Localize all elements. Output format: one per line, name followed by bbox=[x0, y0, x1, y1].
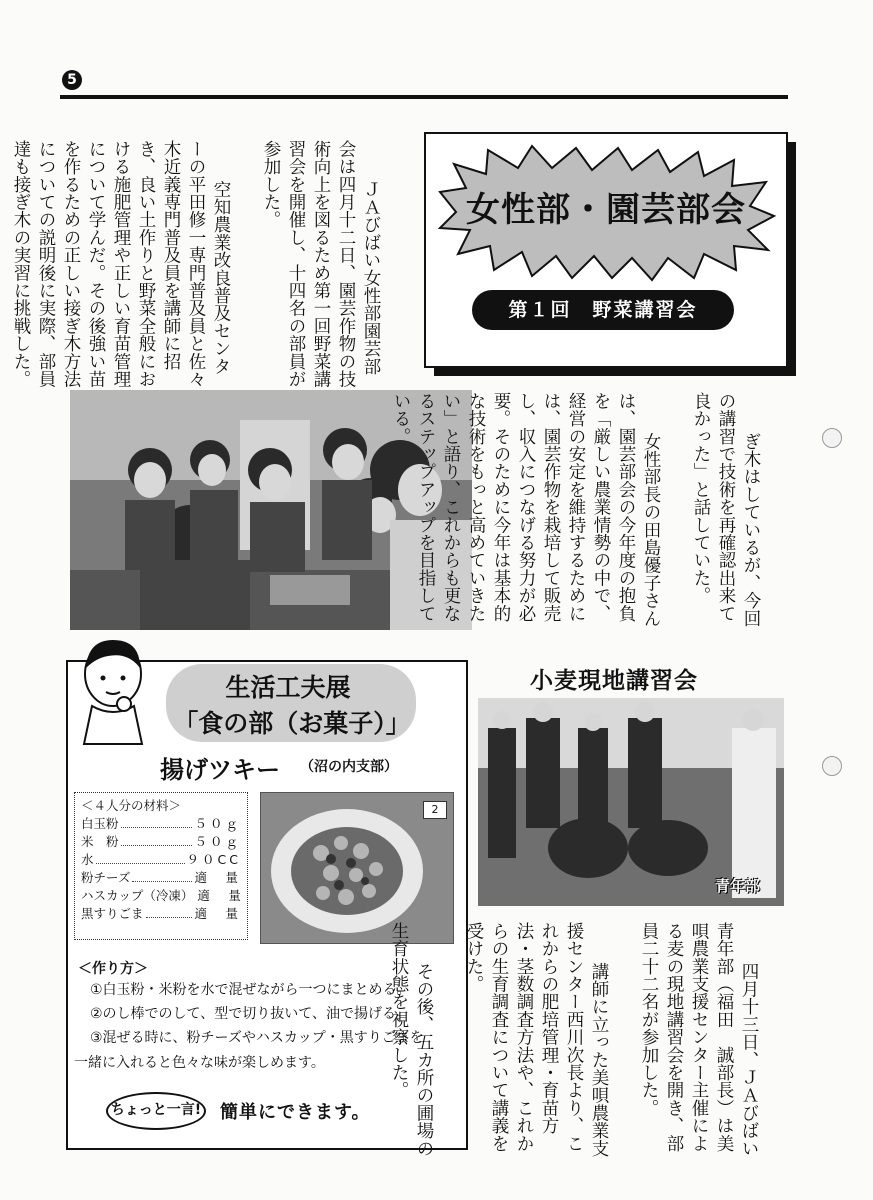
article2-para2: 講師に立った美唄農業支援センター西川次長より、これからの肥培管理・育苗方法・茎数調査方法や、これからの生育調査について講義を受けた。 bbox=[464, 922, 609, 1158]
page-number: 5 bbox=[62, 70, 82, 90]
ingredient-row: 白玉粉 ５０ｇ bbox=[81, 816, 241, 831]
person-illustration-icon bbox=[78, 634, 148, 744]
binder-hole bbox=[822, 428, 842, 448]
article1-para1: ＪＡびばい女性部園芸部会は四月十二日、園芸作物の技術向上を図るため第一回野菜講習会を開催し、十四名の部員が参加した。 bbox=[261, 140, 381, 388]
ingredient-row: ハスカップ（冷凍） 適 量 bbox=[81, 888, 244, 903]
ingredient-row: 黒すりごま 適 量 bbox=[81, 906, 241, 921]
ingredient-row: 水 ９０CC bbox=[81, 852, 241, 867]
section-subtitle: 第１回 野菜講習会 bbox=[472, 290, 734, 330]
recipe-title-line1: 生活工夫展 bbox=[225, 673, 351, 702]
recipe-title-line2: 「食の部（お菓子）」 bbox=[173, 709, 411, 738]
recipe-branch: （沼の内支部） bbox=[300, 759, 398, 775]
ingredient-row: 米 粉 ５０ｇ bbox=[81, 834, 241, 849]
recipe-name: 揚げツキー bbox=[160, 756, 280, 784]
article2-para1: 四月十三日、ＪＡびばい青年部（福田 誠部長）は美唄農業支援センター主催による麦の現地講習会を開き、部員二十二名が参加した。 bbox=[639, 922, 759, 1158]
method-step: ②のし棒でのして、型で切り抜いて、油で揚げる。 bbox=[90, 1006, 410, 1022]
ingredients-heading: ＜４人分の材料＞ bbox=[81, 798, 182, 813]
ingredients-box bbox=[74, 792, 248, 940]
hint-text: 簡単にできます。 bbox=[220, 1102, 371, 1123]
method-step-continued: 一緒に入れると色々な味が楽しめます。 bbox=[74, 1055, 325, 1071]
top-rule bbox=[60, 95, 788, 99]
ingredient-row: 粉チーズ 適 量 bbox=[81, 870, 241, 885]
hint-badge: ちょっと一言! bbox=[106, 1092, 206, 1130]
section-header-box bbox=[424, 132, 788, 368]
photo-caption: 青年部 bbox=[714, 877, 760, 895]
article2-title: 小麦現地講習会 bbox=[530, 668, 698, 694]
article1-para4: ぎ木はしているが、今回の講習で技術を再確認出来て良かった」と話していた。 bbox=[691, 392, 761, 628]
method-heading: ＜作り方＞ bbox=[78, 961, 148, 977]
article1-para5: 女性部長の田島優子さんは、園芸部会の今年度の抱負を「厳しい農業情勢の中で、経営の安定を維持するためには、園芸作物を栽培して販売し、収入につなげる努力が必要。そのために今年は基本的な技術をもっと高めていきたい」と語り、これからも更なるステップアップを目指している。 bbox=[391, 392, 661, 628]
article1-para2: 空知農業改良普及センターの平田修一専門普及員と佐々木近義専門普及員を講師に招き、良い土作りと野菜全般における施肥管理や正しい育苗管理について学んだ。その後強い苗を作るための正しい接ぎ木方法についての説明後に実際、部員達も接ぎ木の実習に挑戦した。 bbox=[11, 140, 231, 388]
article2-text bbox=[389, 922, 786, 1158]
article2-para3: その後、五カ所の圃場の生育状態を視察した。 bbox=[389, 922, 434, 1158]
section-title: 女性部・園芸部会 bbox=[466, 190, 746, 230]
binder-hole bbox=[822, 756, 842, 776]
method-step: ①白玉粉・米粉を水で混ぜながら一つにまとめる。 bbox=[90, 982, 411, 998]
article1-text-cont bbox=[391, 392, 788, 637]
photo-number-tag: 2 bbox=[423, 801, 447, 819]
method-step: ③混ぜる時に、粉チーズやハスカップ・黒すりごまを bbox=[90, 1030, 424, 1046]
article1-text-top bbox=[11, 140, 408, 390]
wheat-field-photo bbox=[478, 698, 784, 906]
